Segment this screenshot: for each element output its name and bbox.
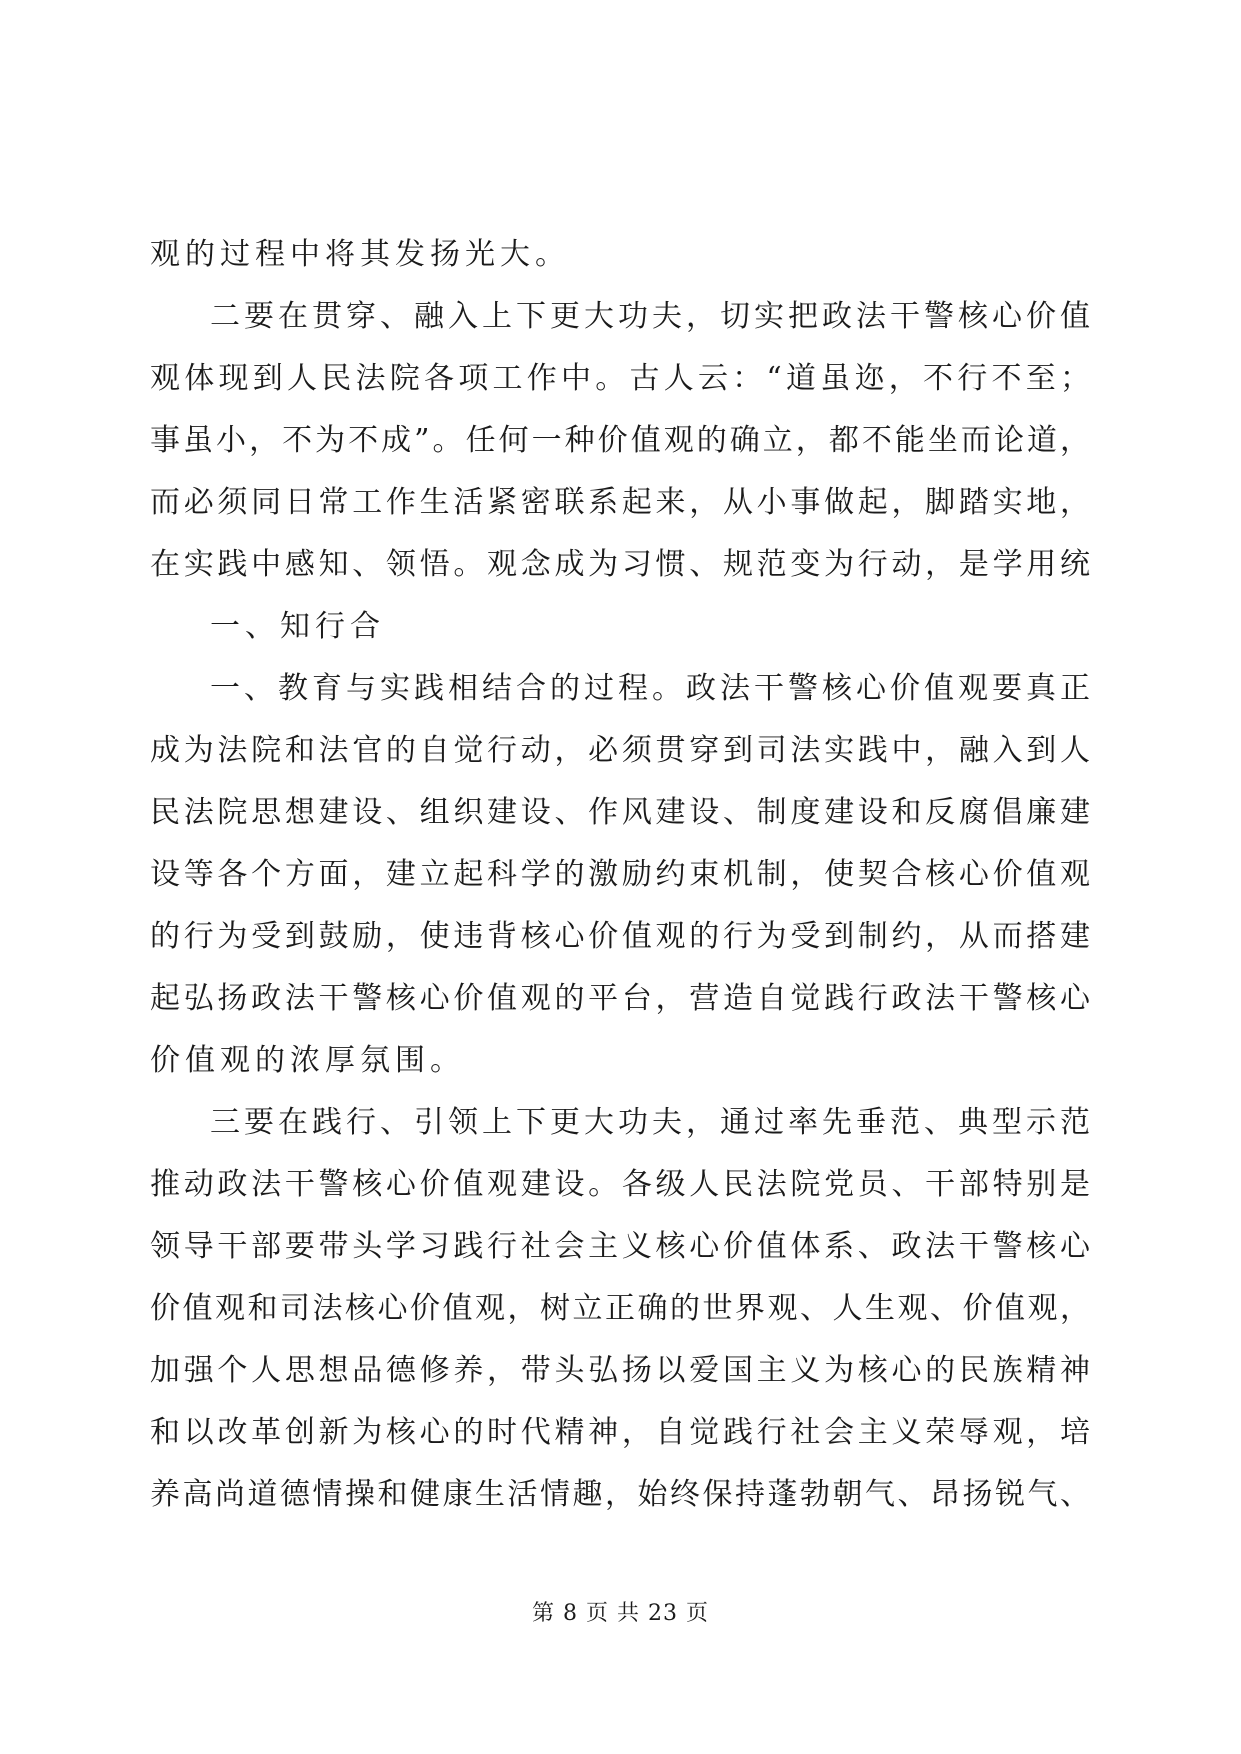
text-line: 价值观和司法核心价值观，树立正确的世界观、人生观、价值观， <box>150 1291 1090 1326</box>
text-line: 一、知行合 <box>210 609 385 644</box>
text-line: 养高尚道德情操和健康生活情趣，始终保持蓬勃朝气、昂扬锐气、 <box>150 1477 1090 1512</box>
text-line: 二要在贯穿、融入上下更大功夫，切实把政法干警核心价值 <box>210 299 1090 334</box>
text-line: 三要在践行、引领上下更大功夫，通过率先垂范、典型示范 <box>210 1105 1090 1140</box>
text-line: 观体现到人民法院各项工作中。古人云：“道虽迩，不行不至； <box>150 361 1090 396</box>
text-line: 一、教育与实践相结合的过程。政法干警核心价值观要真正 <box>210 671 1090 706</box>
text-line: 事虽小，不为不成”。任何一种价值观的确立，都不能坐而论道， <box>150 423 1090 458</box>
page-number-footer: 第 8 页 共 23 页 <box>532 1601 709 1626</box>
text-line: 领导干部要带头学习践行社会主义核心价值体系、政法干警核心 <box>150 1229 1090 1264</box>
text-line: 民法院思想建设、组织建设、作风建设、制度建设和反腐倡廉建 <box>150 795 1090 830</box>
text-line: 成为法院和法官的自觉行动，必须贯穿到司法实践中，融入到人 <box>150 733 1090 768</box>
text-line: 观的过程中将其发扬光大。 <box>150 237 570 272</box>
text-line: 起弘扬政法干警核心价值观的平台，营造自觉践行政法干警核心 <box>150 981 1090 1016</box>
text-line: 和以改革创新为核心的时代精神，自觉践行社会主义荣辱观，培 <box>150 1415 1090 1450</box>
text-line: 推动政法干警核心价值观建设。各级人民法院党员、干部特别是 <box>150 1167 1090 1202</box>
text-line: 设等各个方面，建立起科学的激励约束机制，使契合核心价值观 <box>150 857 1090 892</box>
body-text <box>150 224 1090 1526</box>
text-line: 价值观的浓厚氛围。 <box>150 1043 465 1078</box>
text-line: 在实践中感知、领悟。观念成为习惯、规范变为行动，是学用统 <box>150 547 1090 582</box>
text-line: 的行为受到鼓励，使违背核心价值观的行为受到制约，从而搭建 <box>150 919 1090 954</box>
text-line: 而必须同日常工作生活紧密联系起来，从小事做起，脚踏实地， <box>150 485 1090 520</box>
text-line: 加强个人思想品德修养，带头弘扬以爱国主义为核心的民族精神 <box>150 1353 1090 1388</box>
